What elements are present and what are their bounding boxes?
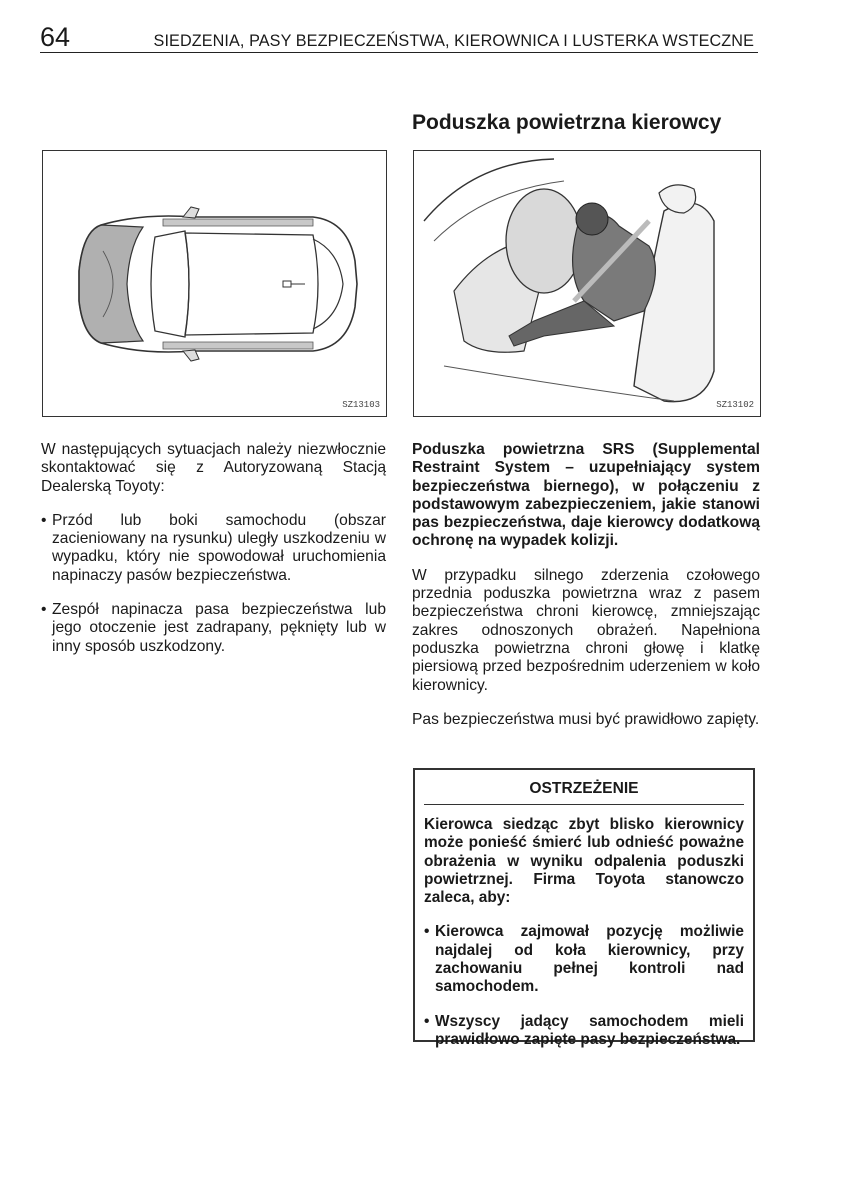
car-top-view-illustration (43, 151, 386, 416)
warning-box (413, 768, 755, 1048)
warning-body (424, 816, 744, 1049)
airbag-deployment-figure (413, 150, 761, 417)
car-top-view-figure (42, 150, 387, 417)
list-item: • Przód lub boki samochodu (obszar zacieniowany na rysunku) uległy uszkodzeniu w wypadku, który nie spowodował uruchomienia napinaczy pasów bezpieczeństwa. (41, 512, 386, 585)
running-title: SIEDZENIA, PASY BEZPIECZEŃSTWA, KIEROWNICA I LUSTERKA WSTECZNE (153, 32, 754, 50)
page-header (40, 22, 758, 53)
figure-code-left: SZ13103 (342, 400, 380, 410)
airbag-deployment-illustration (414, 151, 760, 416)
list-item: • Wszyscy jadący samochodem mieli prawidłowo zapięte pasy bezpieczeństwa. (424, 1013, 744, 1050)
airbag-paragraph-1: W przypadku silnego zderzenia czołowego przednia poduszka powietrzna wraz z pasem bezpieczeństwa chroni kierowcę, zmniejszając zakres odnoszonych obrażeń. Napełniona poduszka powietrzna chroni głowę i klatkę piersiową przed bezpośrednim uderzeniem w koło kierownicy. (412, 566, 760, 694)
left-column (41, 441, 386, 672)
airbag-paragraph-2: Pas bezpieczeństwa musi być prawidłowo zapięty. (412, 710, 760, 728)
warning-intro: Kierowca siedząc zbyt blisko kierownicy może ponieść śmierć lub odnieść poważne obrażenia w wyniku odpalenia poduszki powietrznej. Firma Toyota stanowczo zaleca, aby: (424, 816, 744, 907)
right-column (412, 441, 760, 745)
page-number: 64 (40, 22, 71, 52)
left-bullet-list (41, 512, 386, 656)
list-item: • Kierowca zajmował pozycję możliwie najdalej od koła kierownicy, przy zachowaniu pełnej kontroli nad samochodem. (424, 923, 744, 996)
left-intro: W następujących sytuacjach należy niezwłocznie skontaktować się z Autoryzowaną Stacją Dealerską Toyoty: (41, 441, 386, 495)
warning-bullet-list (424, 923, 744, 1049)
list-item: • Zespół napinacza pasa bezpieczeństwa lub jego otoczenie jest zadrapany, pęknięty lub w inny sposób uszkodzony. (41, 601, 386, 656)
airbag-lead-paragraph: Poduszka powietrzna SRS (Supplemental Restraint System – uzupełniający system bezpieczeństwa biernego), w połączeniu z podstawowym zabezpieczeniem, jakie stanowi pas bezpieczeństwa, daje kierowcy dodatkową ochronę na wypadek kolizji. (412, 441, 760, 550)
figure-code-right: SZ13102 (716, 400, 754, 410)
section-title: Poduszka powietrzna kierowcy (412, 111, 722, 134)
warning-title: OSTRZEŻENIE (424, 770, 744, 805)
